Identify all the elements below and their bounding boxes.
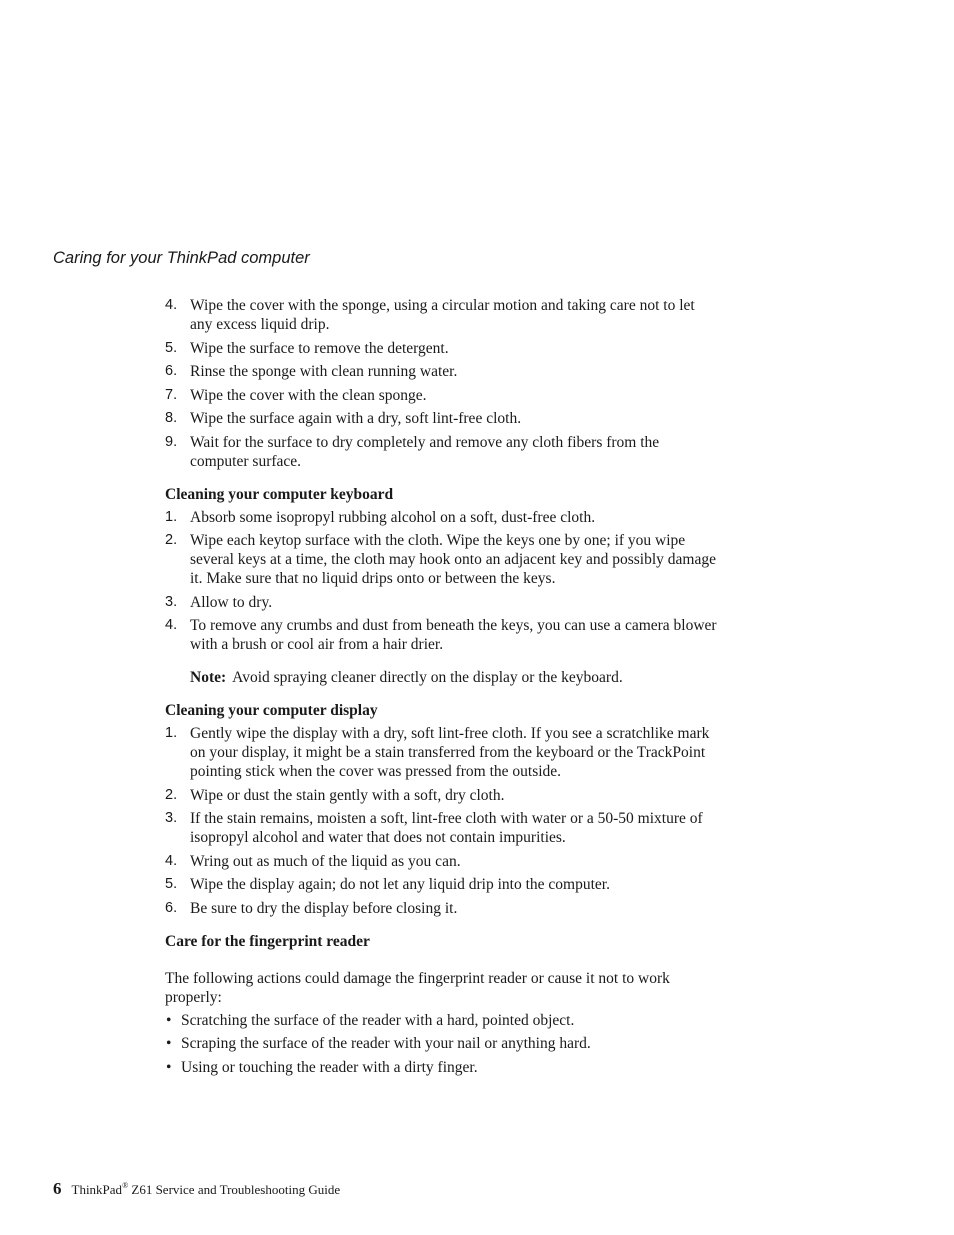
list-item: 4. Wring out as much of the liquid as you can.: [165, 852, 461, 870]
cover-cleaning-steps: [165, 296, 717, 471]
bullet-marker: •: [166, 1058, 172, 1076]
footer-title: Z61 Service and Troubleshooting Guide: [128, 1182, 341, 1197]
list-item: • Scratching the surface of the reader with a hard, pointed object.: [166, 1011, 575, 1029]
section-heading-fingerprint: Care for the fingerprint reader: [165, 932, 370, 950]
section-heading-keyboard: Cleaning your computer keyboard: [165, 485, 394, 503]
list-item: 3. Allow to dry.: [165, 593, 273, 611]
bullet-marker: •: [166, 1035, 172, 1052]
page-number: 6: [53, 1179, 62, 1198]
registered-mark: ®: [122, 1181, 129, 1190]
list-item: 1. Absorb some isopropyl rubbing alcohol on a soft, dust-free cloth.: [165, 508, 596, 526]
running-head: Caring for your ThinkPad computer: [53, 249, 310, 267]
list-item: 8. Wipe the surface again with a dry, soft lint-free cloth.: [165, 410, 522, 427]
list-item: 6. Rinse the sponge with clean running water.: [165, 363, 458, 380]
list-item: • Scraping the surface of the reader with your nail or anything hard.: [166, 1035, 591, 1052]
list-item: 1. Gently wipe the display with a dry, soft lint-free cloth. If you see a scratchlike mark on your display, it might be a stain transferred from the keyboard or the TrackPoint pointing stick when the cover was pressed from the outside.: [165, 725, 710, 780]
note-label: Note:: [190, 669, 227, 686]
display-cleaning-steps: [165, 724, 717, 918]
note-text: Avoid spraying cleaner directly on the display or the keyboard.: [232, 669, 623, 686]
list-item: 5. Wipe the display again; do not let any liquid drip into the computer.: [165, 876, 610, 893]
list-item: 7. Wipe the cover with the clean sponge.: [165, 386, 427, 404]
list-item: 5. Wipe the surface to remove the detergent.: [165, 339, 449, 357]
fingerprint-intro: The following actions could damage the fingerprint reader or cause it not to work properly:: [165, 969, 670, 1006]
list-item: 3. If the stain remains, moisten a soft, lint-free cloth with water or a 50-50 mixture of isopropyl alcohol and water that does not contain impurities.: [165, 810, 703, 846]
footer-brand: ThinkPad: [71, 1182, 123, 1197]
page-body: [165, 296, 717, 1081]
section-heading-display: Cleaning your computer display: [165, 702, 378, 719]
list-item: • Using or touching the reader with a dirty finger.: [166, 1058, 478, 1076]
list-item: 2. Wipe each keytop surface with the cloth. Wipe the keys one by one; if you wipe several keys at a time, the cloth may hook onto an adjacent key and possibly damage it. Make sure that no liquid drips onto or between the keys.: [165, 532, 716, 587]
fingerprint-damage-list: [165, 1011, 717, 1077]
note: [190, 668, 717, 687]
list-item: 2. Wipe or dust the stain gently with a soft, dry cloth.: [165, 786, 505, 804]
list-item: 4. To remove any crumbs and dust from beneath the keys, you can use a camera blower with a brush or cool air from a hair drier.: [165, 617, 717, 653]
bullet-marker: •: [166, 1011, 172, 1029]
list-item: 4. Wipe the cover with the sponge, using a circular motion and taking care not to let any excess liquid drip.: [165, 297, 695, 333]
keyboard-cleaning-steps: [165, 508, 717, 655]
list-item: 6. Be sure to dry the display before closing it.: [165, 899, 458, 917]
page-footer: [53, 1179, 340, 1199]
list-item: 9. Wait for the surface to dry completely and remove any cloth fibers from the computer surface.: [165, 433, 660, 470]
